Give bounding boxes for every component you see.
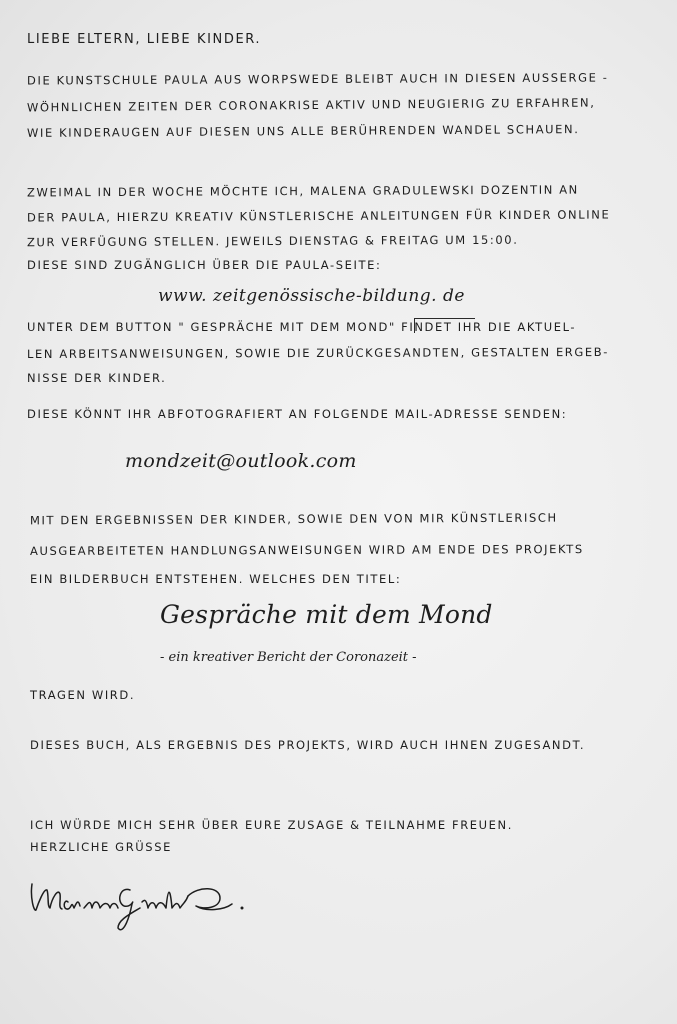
book-subtitle: - ein kreativer Bericht der Coronazeit -	[160, 650, 417, 665]
letter-line: UNTER DEM BUTTON " GESPRÄCHE MIT DEM MOND" FINDET IHR DIE AKTUEL-	[27, 320, 577, 334]
letter-greeting: LIEBE ELTERN, LIEBE KINDER.	[27, 32, 262, 47]
letter-line: MIT DEN ERGEBNISSEN DER KINDER, SOWIE DEN VON MIR KÜNSTLERISCH	[29, 510, 558, 528]
signature-image	[20, 868, 300, 944]
email-address: mondzeit@outlook.com	[125, 450, 357, 472]
letter-line: DIESES BUCH, ALS ERGEBNIS DES PROJEKTS, WIRD AUCH IHNEN ZUGESANDT.	[30, 738, 586, 752]
letter-line: WÖHNLICHEN ZEITEN DER CORONAKRISE AKTIV UND NEUGIERIG ZU ERFAHREN,	[26, 95, 596, 115]
book-title: Gespräche mit dem Mond	[160, 600, 493, 629]
letter-line: DIESE SIND ZUGÄNGLICH ÜBER DIE PAULA-SEITE:	[27, 258, 382, 272]
letter-closing: HERZLICHE GRÜSSE	[30, 840, 172, 854]
letter-line: ICH WÜRDE MICH SEHR ÜBER EURE ZUSAGE & TEILNAHME FREUEN.	[30, 818, 513, 832]
letter-line: AUSGEARBEITETEN HANDLUNGSANWEISUNGEN WIRD AM ENDE DES PROJEKTS	[29, 542, 584, 558]
letter-line: ZUR VERFÜGUNG STELLEN. JEWEILS DIENSTAG & FREITAG UM 15:00.	[26, 232, 519, 250]
letter-line: NISSE DER KINDER.	[27, 371, 167, 385]
letter-line: DIESE KÖNNT IHR ABFOTOGRAFIERT AN FOLGENDE MAIL-ADRESSE SENDEN:	[27, 407, 568, 421]
letter-line: DER PAULA, HIERZU KREATIV KÜNSTLERISCHE ANLEITUNGEN FÜR KINDER ONLINE	[26, 207, 611, 225]
website-url: www. zeitgenössische-bildung. de	[158, 286, 465, 306]
letter-line: EIN BILDERBUCH ENTSTEHEN. WELCHES DEN TITEL:	[30, 572, 402, 586]
letter-line: TRAGEN WIRD.	[30, 688, 136, 702]
letter-line: WIE KINDERAUGEN AUF DIESEN UNS ALLE BERÜHRENDEN WANDEL SCHAUEN.	[26, 122, 580, 140]
letter-line: DIE KUNSTSCHULE PAULA AUS WORPSWEDE BLEIBT AUCH IN DIESEN AUSSERGE -	[26, 70, 609, 88]
letter-line: ZWEIMAL IN DER WOCHE MÖCHTE ICH, MALENA GRADULEWSKI DOZENTIN AN	[26, 182, 579, 200]
letter-line: LEN ARBEITSANWEISUNGEN, SOWIE DIE ZURÜCKGESANDTEN, GESTALTEN ERGEB-	[26, 344, 610, 362]
